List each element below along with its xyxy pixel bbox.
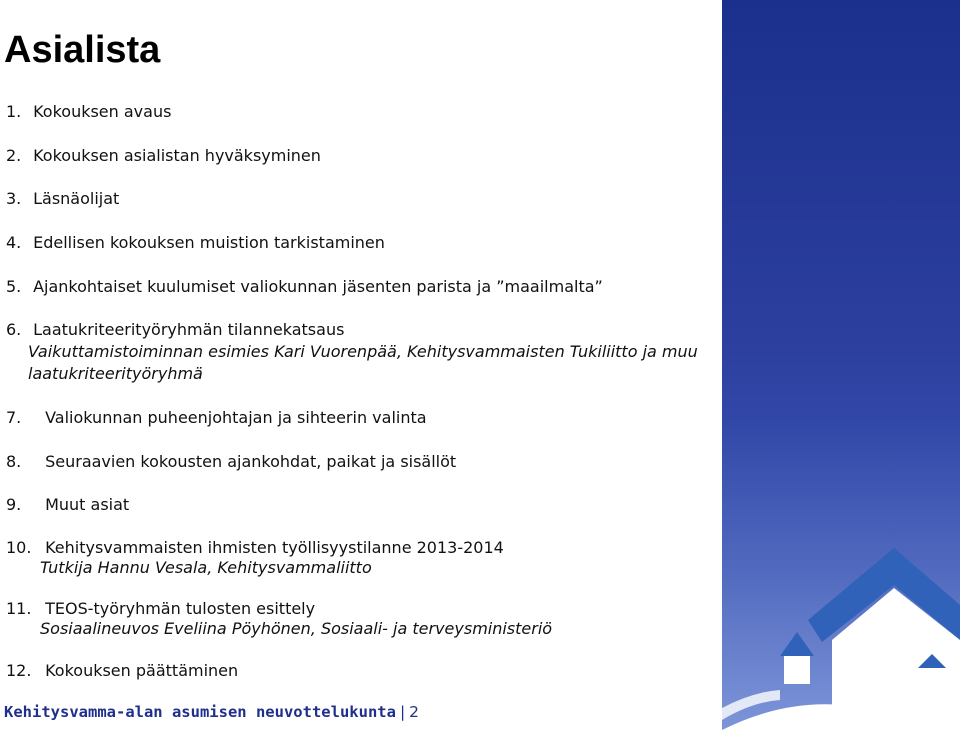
agenda-item-8: [6, 451, 706, 473]
agenda-item-4: [6, 232, 706, 254]
agenda-label: Kokouksen päättäminen: [45, 661, 239, 680]
small-house-icon: [784, 656, 810, 684]
footer: [4, 703, 419, 721]
agenda-item-12: [6, 660, 706, 682]
agenda-number: 2.: [6, 146, 22, 165]
agenda-subtitle: Tutkija Hannu Vesala, Kehitysvammaliitto: [40, 558, 372, 577]
agenda-number: 8.: [6, 452, 22, 471]
agenda-label: Seuraavien kokousten ajankohdat, paikat ja sisällöt: [45, 452, 457, 471]
agenda-number: 11.: [6, 599, 32, 618]
footer-separator: |: [399, 703, 406, 721]
agenda-number: 5.: [6, 277, 22, 296]
agenda-item-9: [6, 494, 706, 516]
agenda-item-7: [6, 407, 706, 429]
agenda-number: 4.: [6, 233, 22, 252]
right-house-icon: [921, 668, 943, 692]
agenda-label: Valiokunnan puheenjohtajan ja sihteerin valinta: [45, 408, 427, 427]
agenda-item-6: [6, 319, 706, 385]
agenda-subtitle: Sosiaalineuvos Eveliina Pöyhönen, Sosiaali- ja terveysministeriö: [40, 619, 553, 638]
agenda-number: 7.: [6, 408, 22, 427]
agenda-item-1: [6, 101, 706, 123]
agenda-label: Laatukriteerityöryhmän tilannekatsaus: [33, 320, 345, 339]
agenda-label: Edellisen kokouksen muistion tarkistaminen: [33, 233, 385, 252]
agenda-number: 10.: [6, 538, 32, 557]
decorative-side-panel: [722, 0, 960, 756]
agenda-number: 12.: [6, 661, 32, 680]
agenda-number: 1.: [6, 102, 22, 121]
agenda-label: Muut asiat: [45, 495, 130, 514]
agenda-label: Kehitysvammaisten ihmisten työllisyystilanne 2013-2014: [45, 538, 504, 557]
agenda-item-3: [6, 188, 706, 210]
agenda-number: 6.: [6, 320, 22, 339]
agenda-label: Läsnäolijat: [33, 189, 120, 208]
slide-title: Asialista: [4, 29, 161, 71]
page-number: 2: [409, 703, 420, 721]
agenda-item-11: [6, 599, 706, 639]
agenda-label: Ajankohtaiset kuulumiset valiokunnan jäsenten parista ja ”maailmalta”: [33, 277, 603, 296]
agenda-item-2: [6, 145, 706, 167]
agenda-item-10: [6, 538, 706, 578]
agenda-label: Kokouksen asialistan hyväksyminen: [33, 146, 321, 165]
agenda-subtitle: Vaikuttamistoiminnan esimies Kari Vuorenpää, Kehitysvammaisten Tukiliitto ja muu laatukriteerityöryhmä: [28, 342, 698, 383]
agenda-item-5: [6, 276, 706, 298]
agenda-number: 3.: [6, 189, 22, 208]
agenda-number: 9.: [6, 495, 22, 514]
agenda-label: Kokouksen avaus: [33, 102, 172, 121]
footer-organization: Kehitysvamma-alan asumisen neuvottelukunta: [4, 703, 396, 721]
houses-illustration: [722, 0, 960, 756]
agenda-label: TEOS-työryhmän tulosten esittely: [45, 599, 316, 618]
